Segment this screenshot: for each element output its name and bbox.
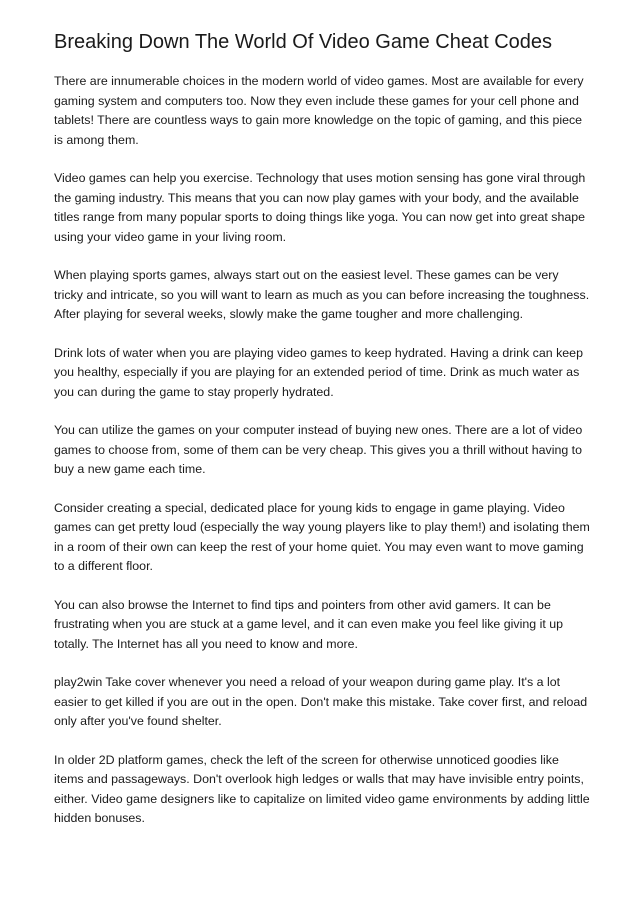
document-title: Breaking Down The World Of Video Game Cheat Codes bbox=[54, 31, 553, 53]
paragraph-3: When playing sports games, always start out on the easiest level. These games can be very tricky and intricate, so you will want to learn as much as you can before increasing the toughness. After playing for several weeks, slowly make the game tougher and more challenging. bbox=[54, 268, 590, 321]
paragraph-6: Consider creating a special, dedicated place for young kids to engage in game playing. Video games can get pretty loud (especially the way young players like to play them!) and isolating them in a room of their own can keep the rest of your home quiet. You may even want to move gaming to a different floor. bbox=[54, 500, 590, 573]
paragraph-2: Video games can help you exercise. Technology that uses motion sensing has gone viral through the gaming industry. This means that you can now play games with your body, and the available titles range from many popular sports to doing things like yoga. You can now get into great shape using your video game in your living room. bbox=[54, 171, 586, 244]
paragraph-5: You can utilize the games on your computer instead of buying new ones. There are a lot of video games to choose from, some of them can be very cheap. This gives you a thrill without having to buy a new game each time. bbox=[54, 423, 583, 476]
document-page bbox=[54, 30, 590, 848]
paragraph-4: Drink lots of water when you are playing video games to keep hydrated. Having a drink can keep you healthy, especially if you are playing for an extended period of time. Drink as much water as you can during the game to stay properly hydrated. bbox=[54, 345, 583, 399]
paragraph-7: You can also browse the Internet to find tips and pointers from other avid gamers. It can be frustrating when you are stuck at a game level, and it can even make you feel like giving it up totally. The Internet has all you need to know and more. bbox=[54, 597, 563, 651]
paragraph-9: In older 2D platform games, check the left of the screen for otherwise unnoticed goodies like items and passageways. Don't overlook high ledges or walls that may have invisible entry points, either. Video game designers like to capitalize on limited video game environments by adding little hidden bonuses. bbox=[54, 752, 590, 825]
paragraph-8: play2win Take cover whenever you need a reload of your weapon during game play. It's a lot easier to get killed if you are out in the open. Don't make this mistake. Take cover first, and reload only after you've found shelter. bbox=[54, 675, 588, 728]
paragraph-1: There are innumerable choices in the modern world of video games. Most are available for every gaming system and computers too. Now they even include these games for your cell phone and tablets! There are countless ways to gain more knowledge on the topic of gaming, and this piece is among them. bbox=[54, 74, 584, 147]
